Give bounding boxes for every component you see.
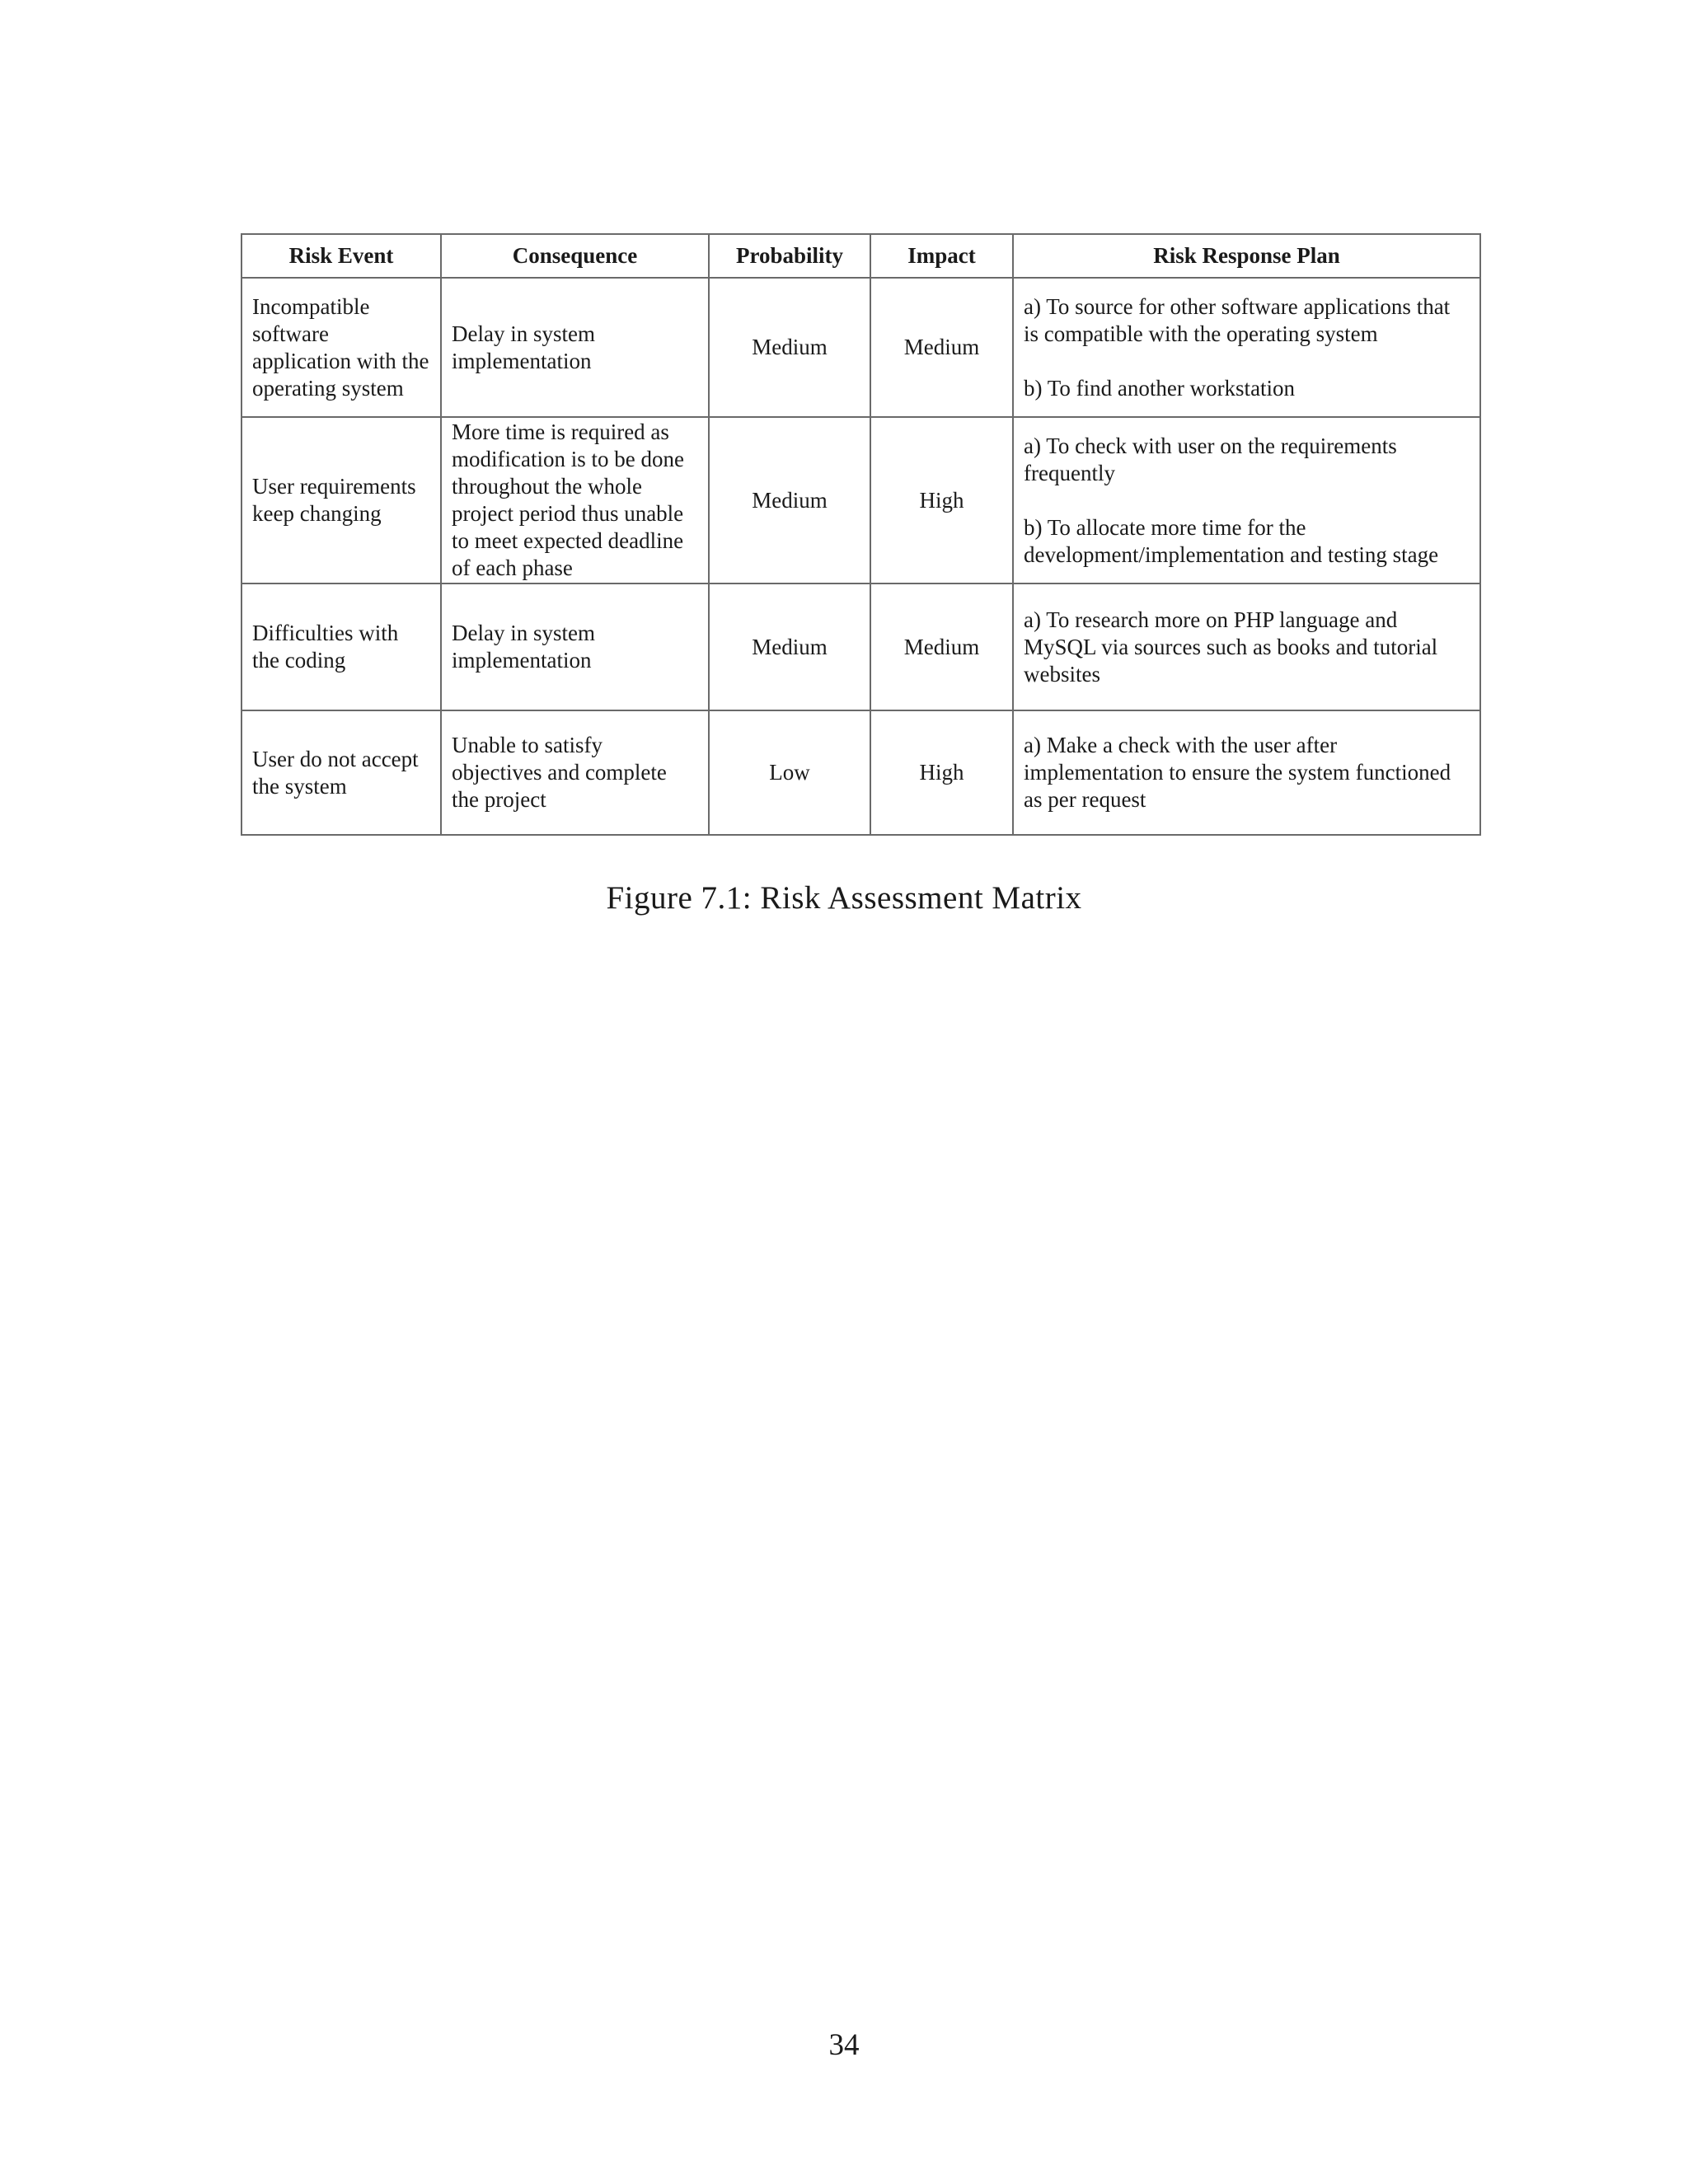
table-row	[241, 710, 1480, 835]
risk-response-plan-cell	[1013, 710, 1480, 835]
impact-cell: Medium	[870, 583, 1013, 710]
plan-item: a) Make a check with the user after implementation to ensure the system functioned as per request	[1024, 733, 1451, 812]
header-probability: Probability	[709, 234, 870, 278]
table-row	[241, 278, 1480, 417]
consequence-cell: Unable to satisfy objectives and complete the project	[441, 710, 709, 835]
header-impact: Impact	[870, 234, 1013, 278]
plan-item: b) To find another workstation	[1024, 375, 1296, 401]
table-header-row	[241, 234, 1480, 278]
risk-assessment-table	[241, 233, 1481, 836]
header-consequence: Consequence	[441, 234, 709, 278]
plan-item: b) To allocate more time for the development/implementation and testing stage	[1024, 514, 1439, 567]
risk-response-plan-cell	[1013, 278, 1480, 417]
risk-event-cell: Difficulties with the coding	[241, 583, 441, 710]
risk-event-cell: User requirements keep changing	[241, 417, 441, 583]
risk-event-cell: Incompatible software application with the operating system	[241, 278, 441, 417]
probability-cell: Medium	[709, 417, 870, 583]
probability-cell: Low	[709, 710, 870, 835]
table-row	[241, 417, 1480, 583]
impact-cell: High	[870, 417, 1013, 583]
impact-cell: Medium	[870, 278, 1013, 417]
consequence-cell: Delay in system implementation	[441, 278, 709, 417]
consequence-cell: More time is required as modification is to be done throughout the whole project period thus unable to meet expected deadline of each phase	[441, 417, 709, 583]
figure-caption: Figure 7.1: Risk Assessment Matrix	[606, 880, 1082, 916]
header-risk-response-plan: Risk Response Plan	[1013, 234, 1480, 278]
consequence-cell: Delay in system implementation	[441, 583, 709, 710]
header-risk-event: Risk Event	[241, 234, 441, 278]
impact-cell: High	[870, 710, 1013, 835]
probability-cell: Medium	[709, 278, 870, 417]
probability-cell: Medium	[709, 583, 870, 710]
plan-item: a) To check with user on the requirements frequently	[1024, 433, 1397, 485]
plan-item: a) To source for other software applications that is compatible with the operating system	[1024, 293, 1451, 346]
plan-item: a) To research more on PHP language and MySQL via sources such as books and tutorial websites	[1024, 607, 1438, 687]
table-row	[241, 583, 1480, 710]
page-number: 34	[828, 2028, 860, 2062]
risk-event-cell: User do not accept the system	[241, 710, 441, 835]
risk-response-plan-cell	[1013, 417, 1480, 583]
risk-response-plan-cell	[1013, 583, 1480, 710]
